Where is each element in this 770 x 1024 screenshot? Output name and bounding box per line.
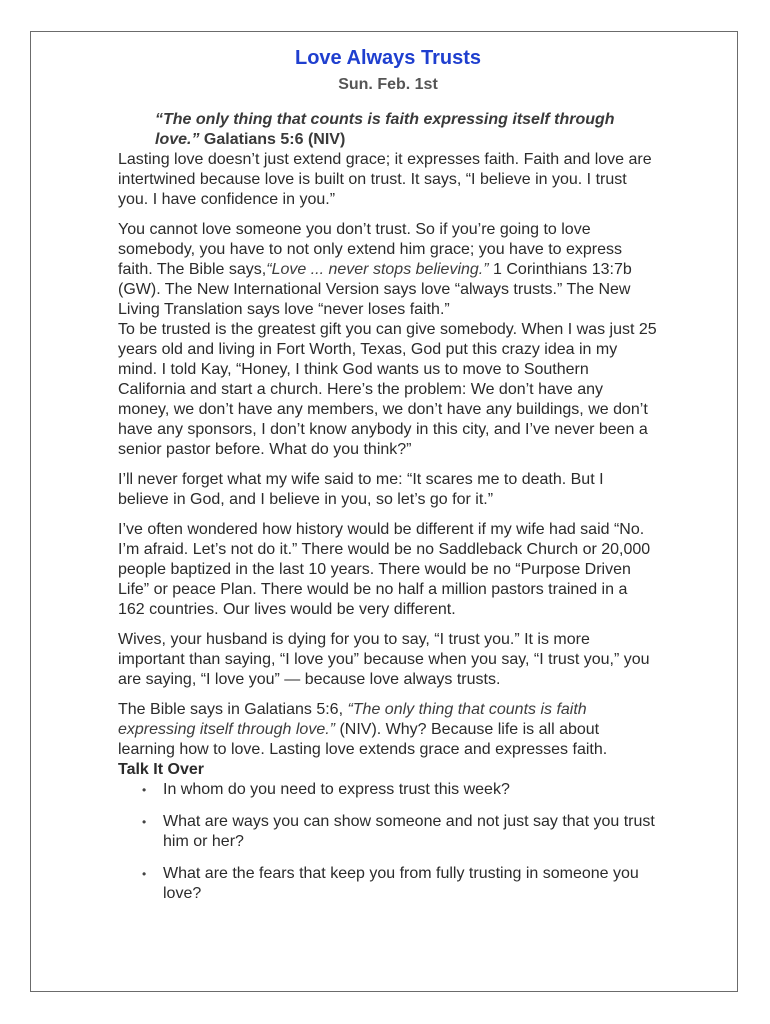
paragraph-5: I’ve often wondered how history would be different if my wife had said “No. I’m afraid. Let’s not do it.” There would be no Saddleback Church or 20,000 people baptized in the last 10 years. There would be no “Purpose Driven Life” or peace Plan. There would be no half a million pastors trained in a 162 countries. Our lives would be very different. [118, 521, 651, 618]
question-list [118, 780, 658, 904]
question-text: What are ways you can show someone and not just say that you trust him or her? [163, 813, 655, 850]
paragraph-1: Lasting love doesn’t just extend grace; it expresses faith. Faith and love are intertwined because love is built on trust. It says, “I believe in you. I trust you. I have confidence in you.” [118, 151, 652, 208]
list-item [118, 864, 658, 904]
devotional-content [118, 44, 658, 916]
list-item [118, 812, 658, 852]
paragraph-3: To be trusted is the greatest gift you can give somebody. When I was just 25 years old and living in Fort Worth, Texas, God put this crazy idea in my mind. I told Kay, “Honey, I think God wants us to move to Southern California and start a church. Here’s the problem: We don’t have any money, we don’t have any members, we don’t have any buildings, we don’t have any sponsors, I don’t know anybody in this city, and I’ve never been a senior pastor before. What do you think?” [118, 321, 657, 458]
paragraph-2-text-b: 1 Corinthians 13:7b (GW). The New International Version says love “always trusts.” The New Living Translation says love “never loses faith.” [118, 261, 632, 318]
paragraph-2-quote: “Love ... never stops believing.” [266, 261, 489, 278]
bullet-icon: • [142, 867, 147, 881]
paragraph-7 [118, 700, 658, 760]
question-text: What are the fears that keep you from fully trusting in someone you love? [163, 865, 639, 902]
bullet-icon: • [142, 783, 147, 797]
question-text: In whom do you need to express trust this week? [163, 781, 510, 798]
key-verse-reference: Galatians 5:6 (NIV) [203, 131, 346, 148]
key-verse [155, 110, 658, 150]
paragraph-7-text-b: (NIV). Why? Because life is all about learning how to love. Lasting love extends grace and expresses faith. [118, 721, 608, 758]
list-item [118, 780, 658, 800]
paragraph-7-text-a: The Bible says in Galatians 5:6, [118, 701, 348, 718]
page-title: Love Always Trusts [295, 47, 481, 69]
paragraph-7-quote: “The only thing that counts is faith expressing itself through love.” [118, 701, 587, 738]
paragraph-6: Wives, your husband is dying for you to say, “I trust you.” It is more important than saying, “I love you” because when you say, “I trust you,” you are saying, “I love you” — because love always trusts. [118, 631, 650, 688]
bullet-icon: • [142, 815, 147, 829]
date-line: Sun. Feb. 1st [338, 76, 438, 93]
talk-it-over-heading: Talk It Over [118, 761, 204, 778]
paragraph-2-text-a: You cannot love someone you don’t trust. So if you’re going to love somebody, you have to not only extend him grace; you have to express faith. The Bible says, [118, 221, 622, 278]
key-verse-quote: “The only thing that counts is faith expressing itself through love.” [155, 111, 615, 148]
paragraph-4: I’ll never forget what my wife said to me: “It scares me to death. But I believe in God, and I believe in you, so let’s go for it.” [118, 471, 604, 508]
paragraph-2 [118, 220, 658, 320]
